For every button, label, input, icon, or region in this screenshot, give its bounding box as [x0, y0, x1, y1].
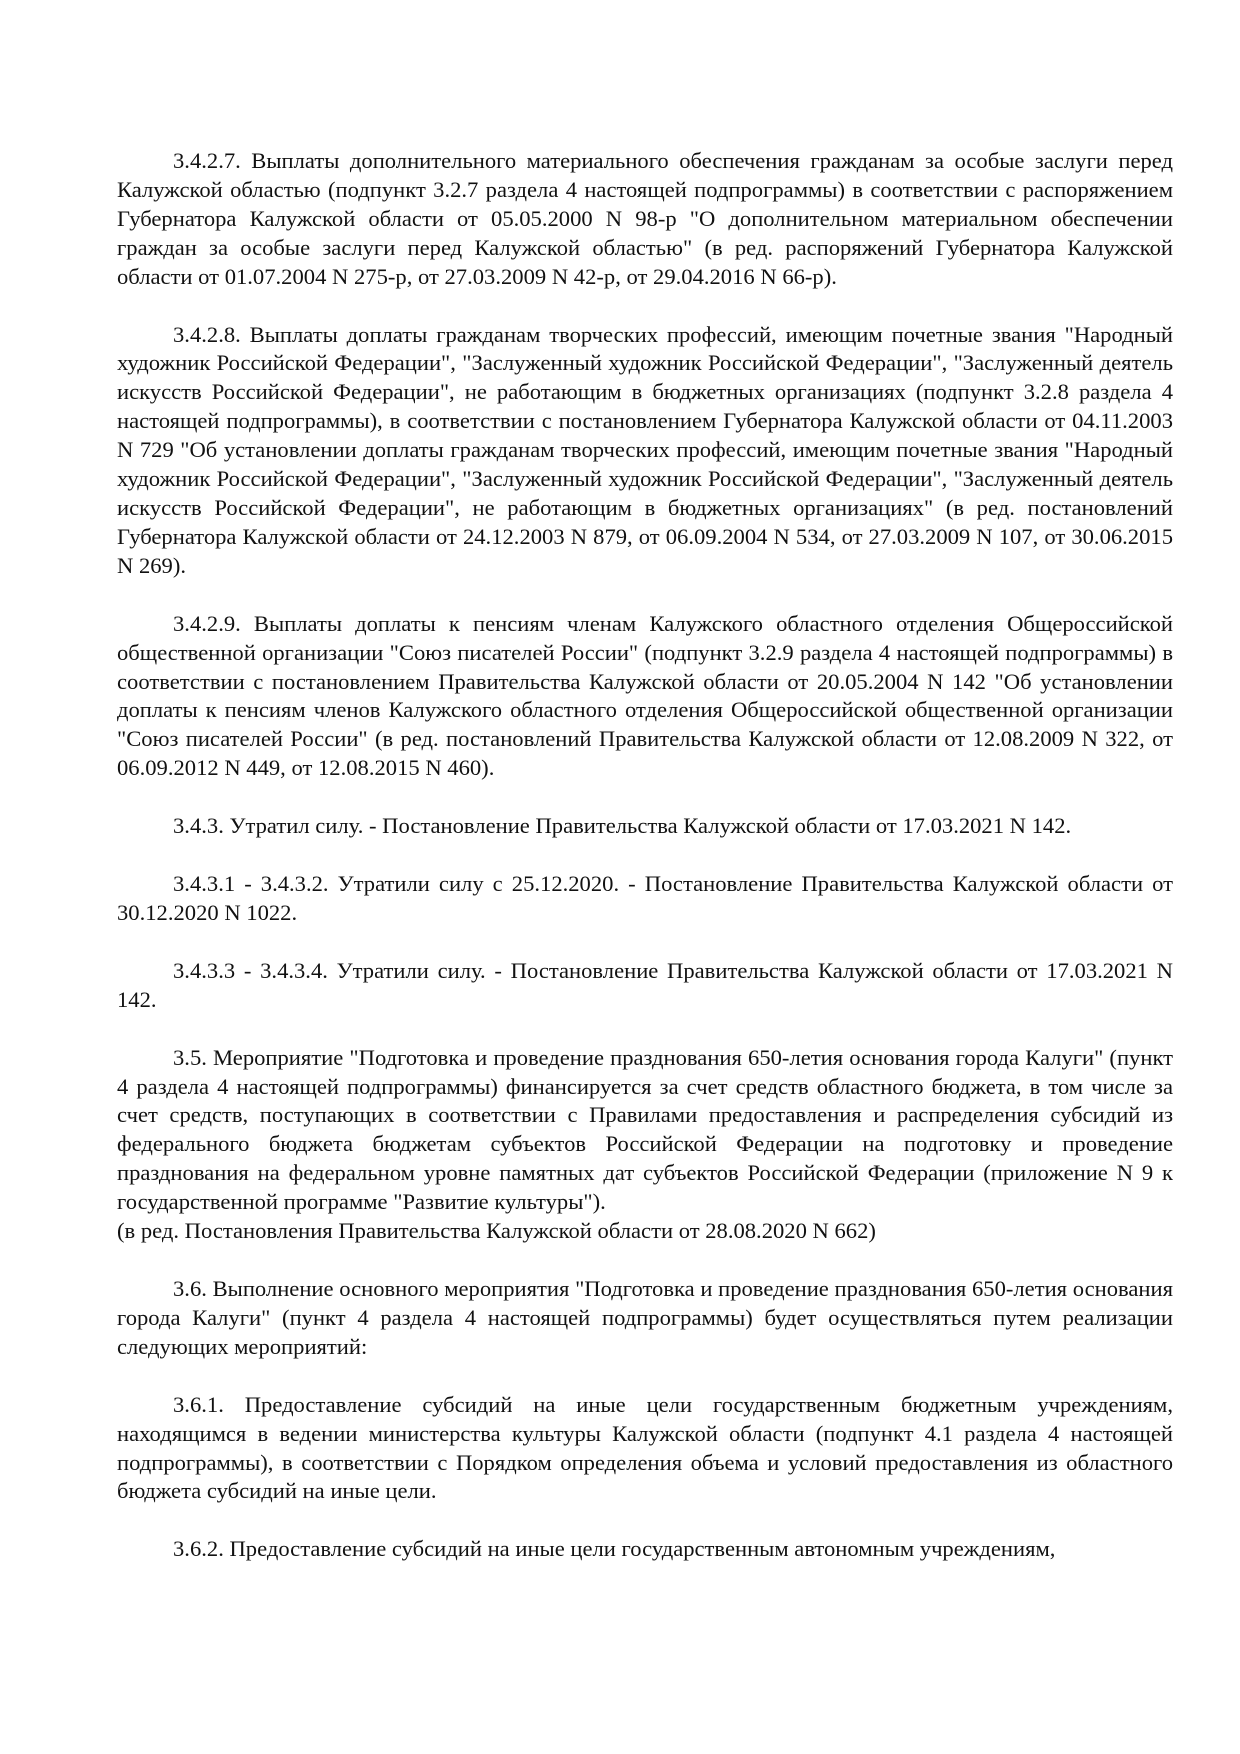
paragraph-3-5: 3.5. Мероприятие "Подготовка и проведение празднования 650-летия основания города Калуги" (пункт 4 раздела 4 настоящей подпрограммы) финансируется за счет средств областного бюджета, в том числе за счет средств, поступающих в соответствии с Правилами предоставления и распределения субсидий из федерального бюджета бюджетам субъектов Российской Федерации на подготовку и проведение празднования на федеральном уровне памятных дат субъектов Российской Федерации (приложение N 9 к государственной программе "Развитие культуры"). [117, 1044, 1173, 1215]
paragraph-3-4-3: 3.4.3. Утратил силу. - Постановление Правительства Калужской области от 17.03.2021 N 142. [173, 813, 1072, 839]
amendment-note-3-5: (в ред. Постановления Правительства Калужской области от 28.08.2020 N 662) [117, 1218, 876, 1244]
paragraph-3-4-2-7: 3.4.2.7. Выплаты дополнительного материального обеспечения гражданам за особые заслуги перед Калужской областью (подпункт 3.2.7 раздела 4 настоящей подпрограммы) в соответствии с распоряжением Губернатора Калужской области от 05.05.2000 N 98-р "О дополнительном материальном обеспечении граждан за особые заслуги перед Калужской областью" (в ред. распоряжений Губернатора Калужской области от 01.07.2004 N 275-р, от 27.03.2009 N 42-р, от 29.04.2016 N 66-р). [117, 148, 1173, 289]
paragraph-3-4-3-1: 3.4.3.1 - 3.4.3.2. Утратили силу с 25.12.2020. - Постановление Правительства Калужской области от 30.12.2020 N 1022. [117, 871, 1173, 925]
paragraph-3-6-1: 3.6.1. Предоставление субсидий на иные цели государственным бюджетным учреждениям, находящимся в ведении министерства культуры Калужской области (подпункт 4.1 раздела 4 настоящей подпрограммы), в соответствии с Порядком определения объема и условий предоставления из областного бюджета субсидий на иные цели. [117, 1391, 1173, 1504]
paragraph-3-4-2-8: 3.4.2.8. Выплаты доплаты гражданам творческих профессий, имеющим почетные звания "Народный художник Российской Федерации", "Заслуженный художник Российской Федерации", "Заслуженный деятель искусств Российской Федерации", не работающим в бюджетных организациях (подпункт 3.2.8 раздела 4 настоящей подпрограммы), в соответствии с постановлением Губернатора Калужской области от 04.11.2003 N 729 "Об установлении доплаты гражданам творческих профессий, имеющим почетные звания "Народный художник Российской Федерации", "Заслуженный художник Российской Федерации", "Заслуженный деятель искусств Российской Федерации", не работающим в бюджетных организациях" (в ред. постановлений Губернатора Калужской области от 24.12.2003 N 879, от 06.09.2004 N 534, от 27.03.2009 N 107, от 30.06.2015 N 269). [117, 321, 1173, 578]
paragraph-3-6: 3.6. Выполнение основного мероприятия "Подготовка и проведение празднования 650-летия основания города Калуги" (пункт 4 раздела 4 настоящей подпрограммы) будет осуществляться путем реализации следующих мероприятий: [117, 1276, 1173, 1359]
paragraph-3-6-2: 3.6.2. Предоставление субсидий на иные цели государственным автономным учреждениям, [173, 1536, 1056, 1562]
paragraph-3-4-3-3: 3.4.3.3 - 3.4.3.4. Утратили силу. - Постановление Правительства Калужской области от 17.03.2021 N 142. [117, 957, 1173, 1012]
paragraph-3-4-2-9: 3.4.2.9. Выплаты доплаты к пенсиям членам Калужского областного отделения Общероссийской общественной организации "Союз писателей России" (подпункт 3.2.9 раздела 4 настоящей подпрограммы) в соответствии с постановлением Правительства Калужской области от 20.05.2004 N 142 "Об установлении доплаты к пенсиям членов Калужского областного отделения Общероссийской общественной организации "Союз писателей России" (в ред. постановлений Правительства Калужской области от 12.08.2009 N 322, от 06.09.2012 N 449, от 12.08.2015 N 460). [117, 610, 1173, 781]
document-body [117, 147, 1173, 1593]
